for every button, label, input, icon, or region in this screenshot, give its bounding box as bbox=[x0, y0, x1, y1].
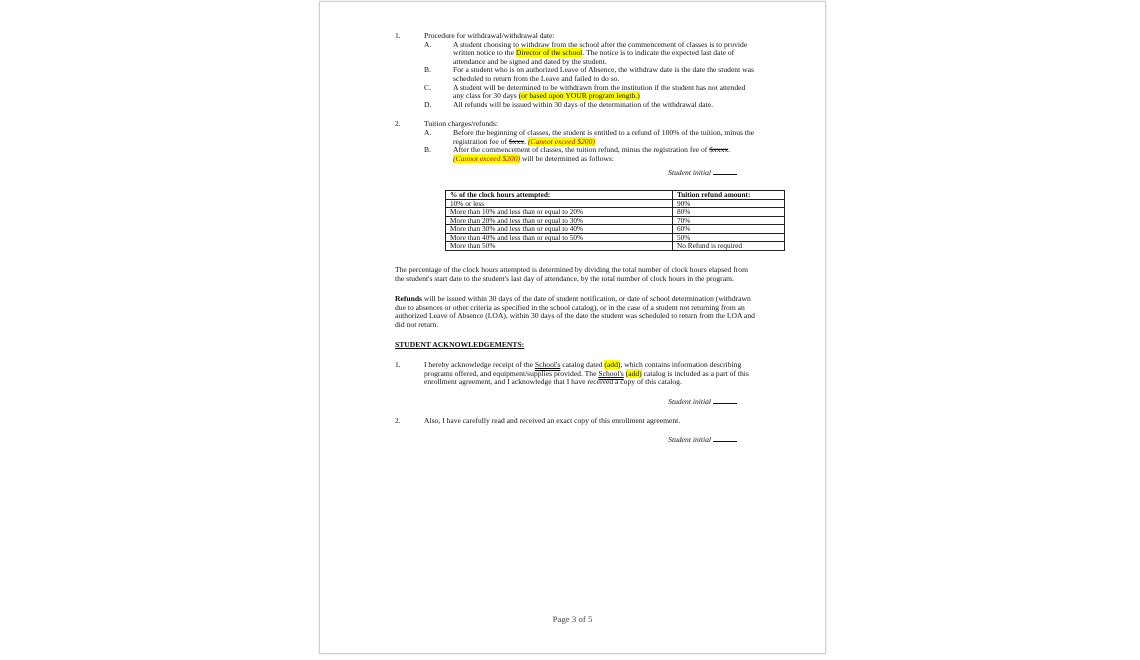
school-name: School's bbox=[534, 360, 561, 370]
tuition-item-b: B. After the commencement of classes, the tuition refund, minus the registration fee of $xxxx. (Cannot exceed $200) will be determined as follows: bbox=[424, 145, 731, 163]
initial-line[interactable] bbox=[713, 435, 737, 442]
item-letter: A. bbox=[424, 127, 432, 137]
initial-line[interactable] bbox=[713, 168, 737, 175]
acknowledgements-heading: STUDENT ACKNOWLEDGEMENTS: bbox=[395, 339, 525, 349]
refunds-paragraph bbox=[395, 295, 755, 329]
withdrawal-item-d bbox=[424, 101, 755, 110]
table-cell: No Refund is required bbox=[673, 242, 785, 251]
ack-text: catalog is included as a part of this enrollment agreement, and I acknowledge that I have received a copy of this catalog. bbox=[424, 368, 749, 387]
student-initial-3 bbox=[395, 435, 755, 445]
table-cell: 70% bbox=[673, 216, 785, 225]
refunds-bold: Refunds bbox=[395, 294, 423, 304]
item-letter: B. bbox=[424, 65, 431, 75]
item-text: All refunds will be issued within 30 days of the determination of the withdrawal date. bbox=[453, 99, 714, 109]
highlight-program-length: (or based upon YOUR program length.) bbox=[518, 91, 640, 101]
item-text: A student will be determined to be withdrawn from the institution if the student has not attended any class for 30 days bbox=[453, 82, 746, 101]
registration-fee-amount: $xxx bbox=[508, 136, 525, 146]
ack-text: I hereby acknowledge receipt of the bbox=[424, 360, 535, 370]
section-tuition bbox=[395, 120, 755, 163]
item-letter: B. bbox=[424, 145, 431, 155]
table-cell: 60% bbox=[673, 225, 785, 234]
ack-text: Also, I have carefully read and received an exact copy of this enrollment agreement. bbox=[424, 415, 681, 425]
item-text: A student choosing to withdraw from the school after the commencement of classes is to provide written notice to the bbox=[453, 39, 748, 58]
item-text-post: will be determined as follows: bbox=[520, 153, 614, 163]
item-letter: A. bbox=[424, 39, 432, 49]
student-initial-1 bbox=[395, 168, 755, 178]
withdrawal-item-a bbox=[424, 41, 755, 67]
school-name: School's bbox=[598, 368, 624, 378]
ack-number: 2. bbox=[395, 415, 401, 425]
highlight-fee-cap: (Cannot exceed $200) bbox=[453, 153, 521, 163]
section-withdrawal bbox=[395, 32, 755, 109]
table-header-row bbox=[446, 190, 785, 199]
tuition-item-a: A. Before the beginning of classes, the student is entitled to a refund of 100% of the tuition, minus the registration fee of $xxx. (Cannot exceed $200) bbox=[424, 127, 755, 146]
ack-number: 1. bbox=[395, 360, 401, 370]
table-cell: More than 30% and less than or equal to 40% bbox=[446, 225, 673, 234]
highlight-director: Director of the school bbox=[515, 48, 583, 58]
percentage-paragraph: The percentage of the clock hours attempted is determined by dividing the total number of clock hours elapsed from the student's start date to the student's last day of attendance, by the total number of clock hours in the program. bbox=[395, 265, 748, 283]
refunds-text: will be issued within 30 days of the date of student notification, or date of school determination (withdrawn due to absences or other criteria as specified in the school catalog), or in the case of a student not returning from an authorized Leave of Absence (LOA), within 30 days of the date the student was scheduled to return from the LOA and did not return. bbox=[395, 294, 755, 330]
item-text-post: . The notice is to indicate the expected last date of attendance and be signed and dated by the student. bbox=[453, 48, 735, 66]
section-number: 2. bbox=[395, 119, 401, 129]
acknowledgement-2 bbox=[395, 417, 755, 426]
item-text: For a student who is on authorized Leave of Absence, the withdraw date is the date the student was scheduled to return from the Leave and failed to do so. bbox=[453, 65, 754, 83]
table-header: % of the clock hours attempted: bbox=[446, 190, 673, 199]
section-title: Tuition charges/refunds: bbox=[424, 119, 499, 129]
student-initial-label: Student initial bbox=[668, 435, 711, 445]
withdrawal-item-c bbox=[424, 84, 755, 101]
highlight-add: (add) bbox=[625, 368, 642, 378]
item-text: After the commencement of classes, the tuition refund, minus the registration fee of bbox=[453, 145, 710, 155]
table-header: Tuition refund amount: bbox=[673, 190, 785, 199]
section-number: 1. bbox=[395, 31, 401, 40]
acknowledgement-1 bbox=[395, 361, 755, 387]
table-cell: 50% bbox=[673, 233, 785, 242]
table-cell: 90% bbox=[673, 199, 785, 208]
refund-table bbox=[445, 190, 785, 251]
table-cell: More than 10% and less than or equal to 20% bbox=[446, 208, 673, 217]
table-cell: 80% bbox=[673, 208, 785, 217]
student-initial-label: Student initial bbox=[668, 168, 711, 178]
highlight-fee-cap: (Cannot exceed $200) bbox=[527, 136, 595, 146]
student-initial-label: Student initial bbox=[668, 397, 711, 406]
page-content bbox=[395, 32, 755, 445]
table-cell: More than 40% and less than or equal to 50% bbox=[446, 233, 673, 242]
table-cell: 10% or less bbox=[446, 199, 673, 208]
item-letter: C. bbox=[424, 82, 431, 92]
table-cell: More than 20% and less than or equal to 30% bbox=[446, 216, 673, 225]
page-footer: Page 3 of 5 bbox=[552, 614, 593, 624]
withdrawal-item-b bbox=[424, 66, 755, 83]
document-page bbox=[319, 1, 826, 654]
section-title: Procedure for withdrawal/withdrawal date: bbox=[424, 31, 555, 40]
ack-text: catalog dated bbox=[560, 360, 605, 370]
table-row bbox=[446, 242, 785, 251]
registration-fee-amount: $xxxx bbox=[709, 145, 729, 155]
table-row bbox=[446, 208, 785, 217]
highlight-add: (add) bbox=[604, 360, 621, 370]
item-letter: D. bbox=[424, 99, 432, 109]
initial-line[interactable] bbox=[713, 397, 737, 404]
item-text: Before the beginning of classes, the student is entitled to a refund of 100% of the tuition, minus the registration fee of bbox=[453, 127, 755, 146]
table-cell: More than 50% bbox=[446, 242, 673, 251]
ack-text: , which contains information describing programs offered, and equipment/supplies provided. The bbox=[424, 360, 742, 378]
student-initial-2 bbox=[395, 397, 755, 407]
